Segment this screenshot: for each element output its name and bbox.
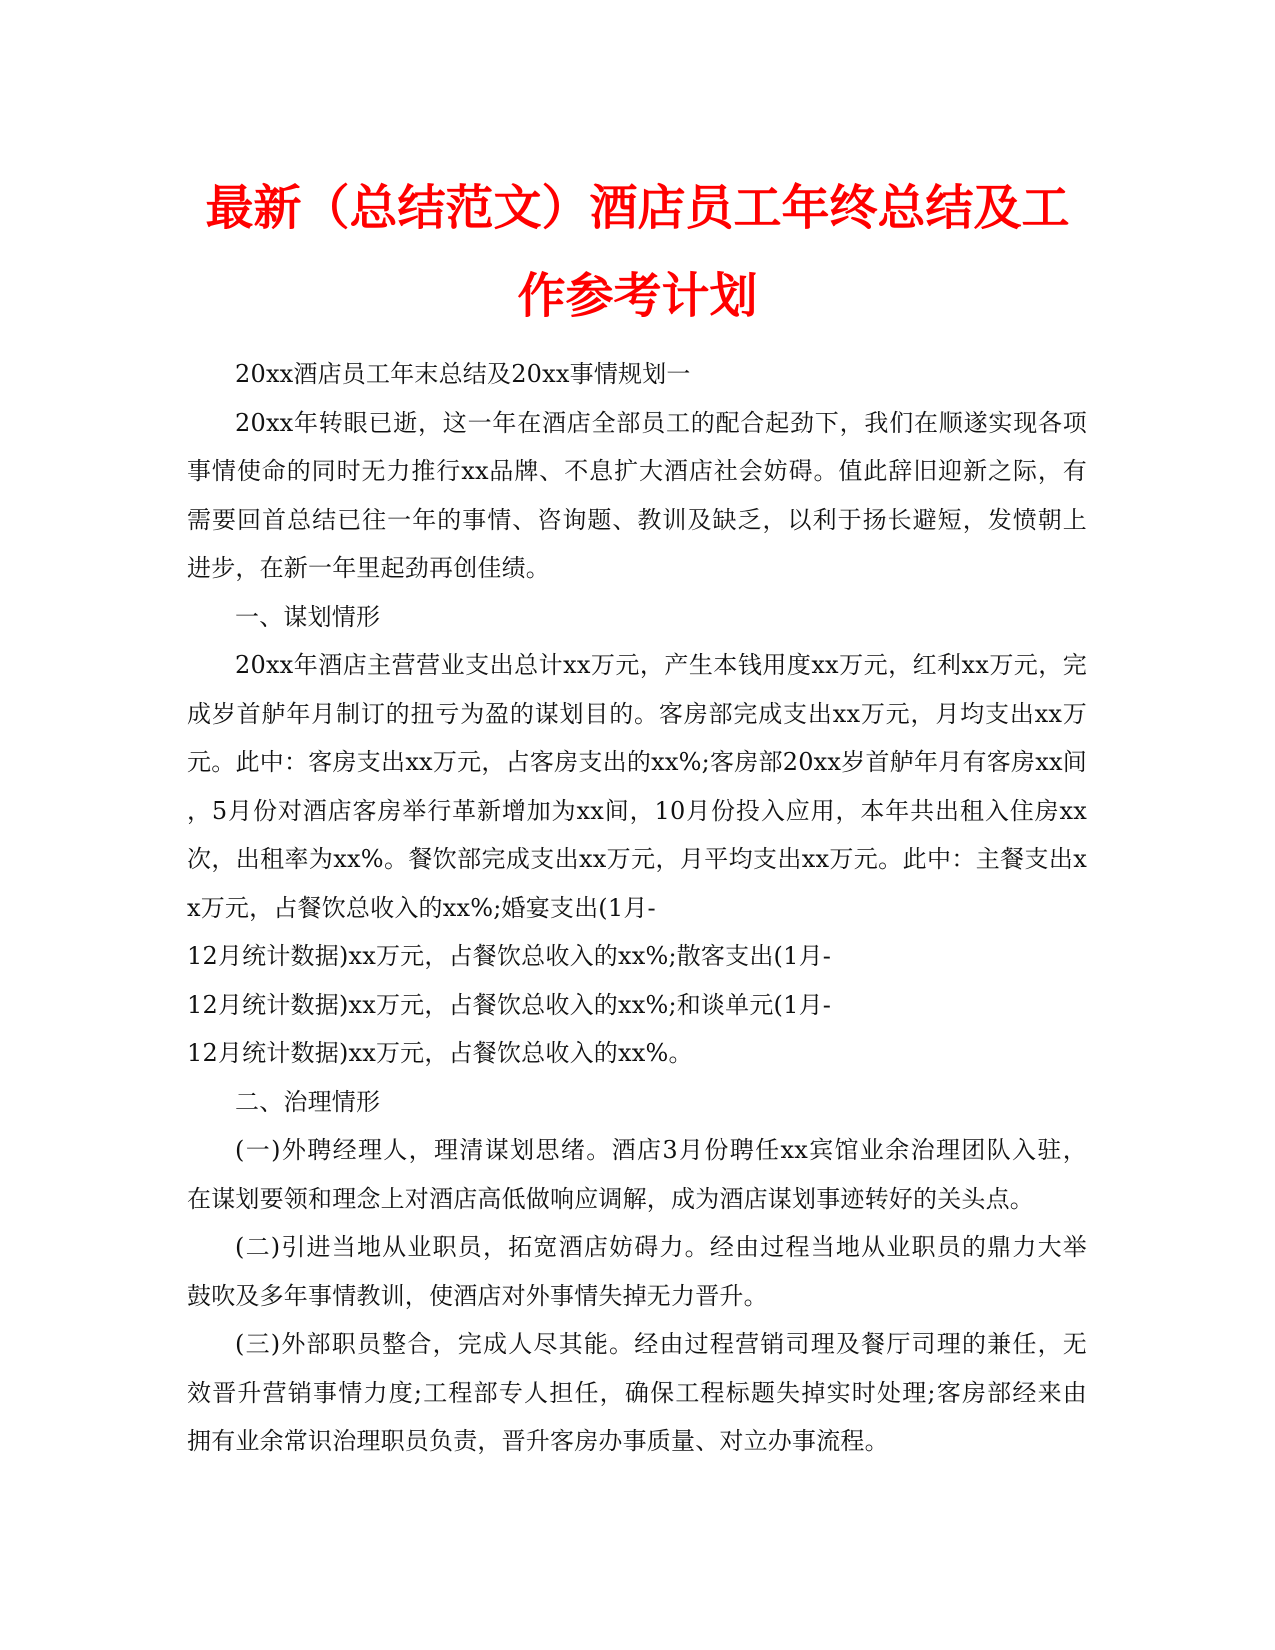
text-line: 成岁首舻年月制订的扭亏为盈的谋划目的。客房部完成支出xx万元，月均支出xx万 [187, 699, 1087, 728]
text-line: 12月统计数据)xx万元，占餐饮总收入的xx%。 [187, 1039, 693, 1067]
text-line: 20xx年转眼已逝，这一年在酒店全部员工的配合起劲下，我们在顺遂实现各项 [235, 408, 1087, 437]
document-body [187, 350, 1087, 1466]
text-line: 次，出租率为xx%。餐饮部完成支出xx万元，月平均支出xx万元。此中：主餐支出x [187, 845, 1087, 873]
section-heading: 一、谋划情形 [235, 602, 381, 631]
text-line: (二)引进当地从业职员，拓宽酒店妨碍力。经由过程当地从业职员的鼎力大举 [235, 1233, 1087, 1261]
text-line: (一)外聘经理人，理清谋划思绪。酒店3月份聘任xx宾馆业余治理团队入驻， [235, 1136, 1087, 1164]
text-line: 元。此中：客房支出xx万元，占客房支出的xx%;客房部20xx岁首舻年月有客房xx间 [187, 748, 1087, 776]
section-heading: 二、治理情形 [235, 1087, 381, 1116]
text-line: ，5月份对酒店客房举行革新增加为xx间，10月份投入应用，本年共出租入住房xx [187, 796, 1087, 825]
document-title-line-2: 作参考计划 [517, 268, 758, 324]
text-line: 效晋升营销事情力度;工程部专人担任，确保工程标题失掉实时处理;客房部经来由 [187, 1378, 1087, 1407]
text-line: 拥有业余常识治理职员负责，晋升客房办事质量、对立办事流程。 [187, 1427, 889, 1455]
text-line: 进步，在新一年里起劲再创佳绩。 [187, 554, 550, 582]
text-line: x万元，占餐饮总收入的xx%;婚宴支出(1月- [187, 893, 656, 922]
text-line: 20xx年酒店主营营业支出总计xx万元，产生本钱用度xx万元，红利xx万元，完 [235, 651, 1087, 679]
text-line: 需要回首总结已往一年的事情、咨询题、教训及缺乏，以利于扬长避短，发愤朝上 [187, 505, 1087, 534]
document-title-line-1: 最新（总结范文）酒店员工年终总结及工 [205, 180, 1070, 236]
text-line: (三)外部职员整合，完成人尽其能。经由过程营销司理及餐厅司理的兼任，无 [235, 1330, 1087, 1358]
text-line: 20xx酒店员工年末总结及20xx事情规划一 [235, 360, 691, 388]
text-line: 事情使命的同时无力推行xx品牌、不息扩大酒店社会妨碍。值此辞旧迎新之际，有 [187, 457, 1087, 485]
text-line: 鼓吹及多年事情教训，使酒店对外事情失掉无力晋升。 [187, 1281, 768, 1310]
text-line: 在谋划要领和理念上对酒店高低做响应调解，成为酒店谋划事迹转好的关头点。 [187, 1184, 1034, 1213]
text-line: 12月统计数据)xx万元，占餐饮总收入的xx%;散客支出(1月- [187, 942, 832, 970]
text-line: 12月统计数据)xx万元，占餐饮总收入的xx%;和谈单元(1月- [187, 990, 832, 1019]
